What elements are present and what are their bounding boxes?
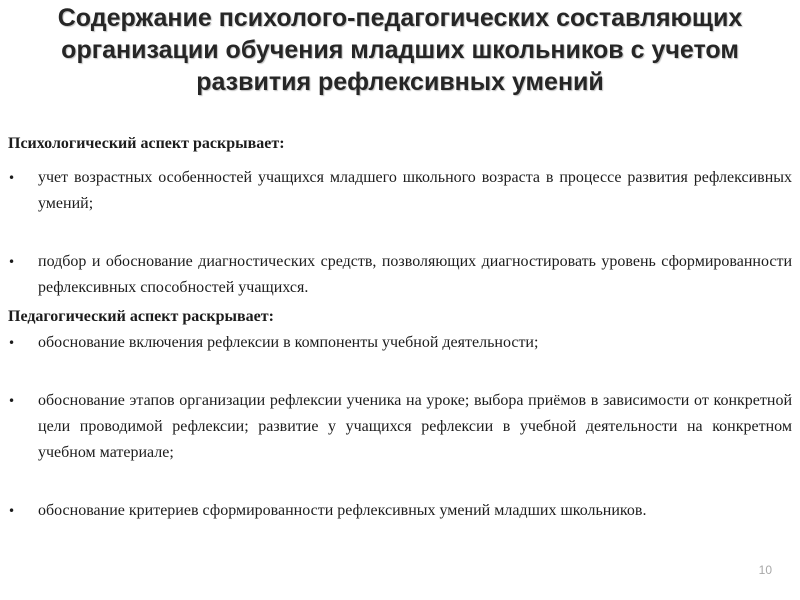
psychological-aspect-list: [8, 165, 792, 301]
list-item-text: подбор и обоснование диагностических средств, позволяющих диагностировать уровень сформированности рефлексивных способностей учащихся.: [38, 253, 792, 296]
pedagogical-aspect-heading: Педагогический аспект раскрывает:: [8, 308, 274, 325]
bullet-icon: •: [8, 394, 16, 408]
slide-content: [8, 131, 792, 524]
list-item-text: обоснование критериев сформированности рефлексивных умений младших школьников.: [38, 502, 647, 519]
list-item: [8, 498, 792, 524]
bullet-icon: •: [8, 336, 16, 350]
bullet-icon: •: [8, 171, 16, 185]
slide-title: [0, 2, 800, 98]
list-item-text: обоснование этапов организации рефлексии ученика на уроке; выбора приёмов в зависимости от конкретной цели проводимой рефлексии; развитие у учащихся рефлексии в учебной деятельности на конкретном учебном материале;: [38, 392, 792, 461]
psychological-aspect-heading: Психологический аспект раскрывает:: [8, 135, 285, 152]
page-number: 10: [758, 563, 772, 577]
bullet-icon: •: [8, 255, 16, 269]
list-item: [8, 388, 792, 466]
list-item: [8, 249, 792, 301]
slide-title-line-1: Содержание психолого-педагогических составляющих: [57, 4, 743, 32]
slide-title-line-3: развития рефлексивных умений: [196, 68, 604, 96]
slide-title-line-2: организации обучения младших школьников с учетом: [61, 36, 739, 64]
list-item-text: обоснование включения рефлексии в компоненты учебной деятельности;: [38, 334, 539, 351]
list-item: [8, 330, 792, 356]
list-item: [8, 165, 792, 217]
bullet-icon: •: [8, 504, 16, 518]
pedagogical-aspect-list: [8, 330, 792, 524]
list-item-text: учет возрастных особенностей учащихся младшего школьного возраста в процессе развития рефлексивных умений;: [38, 169, 792, 212]
